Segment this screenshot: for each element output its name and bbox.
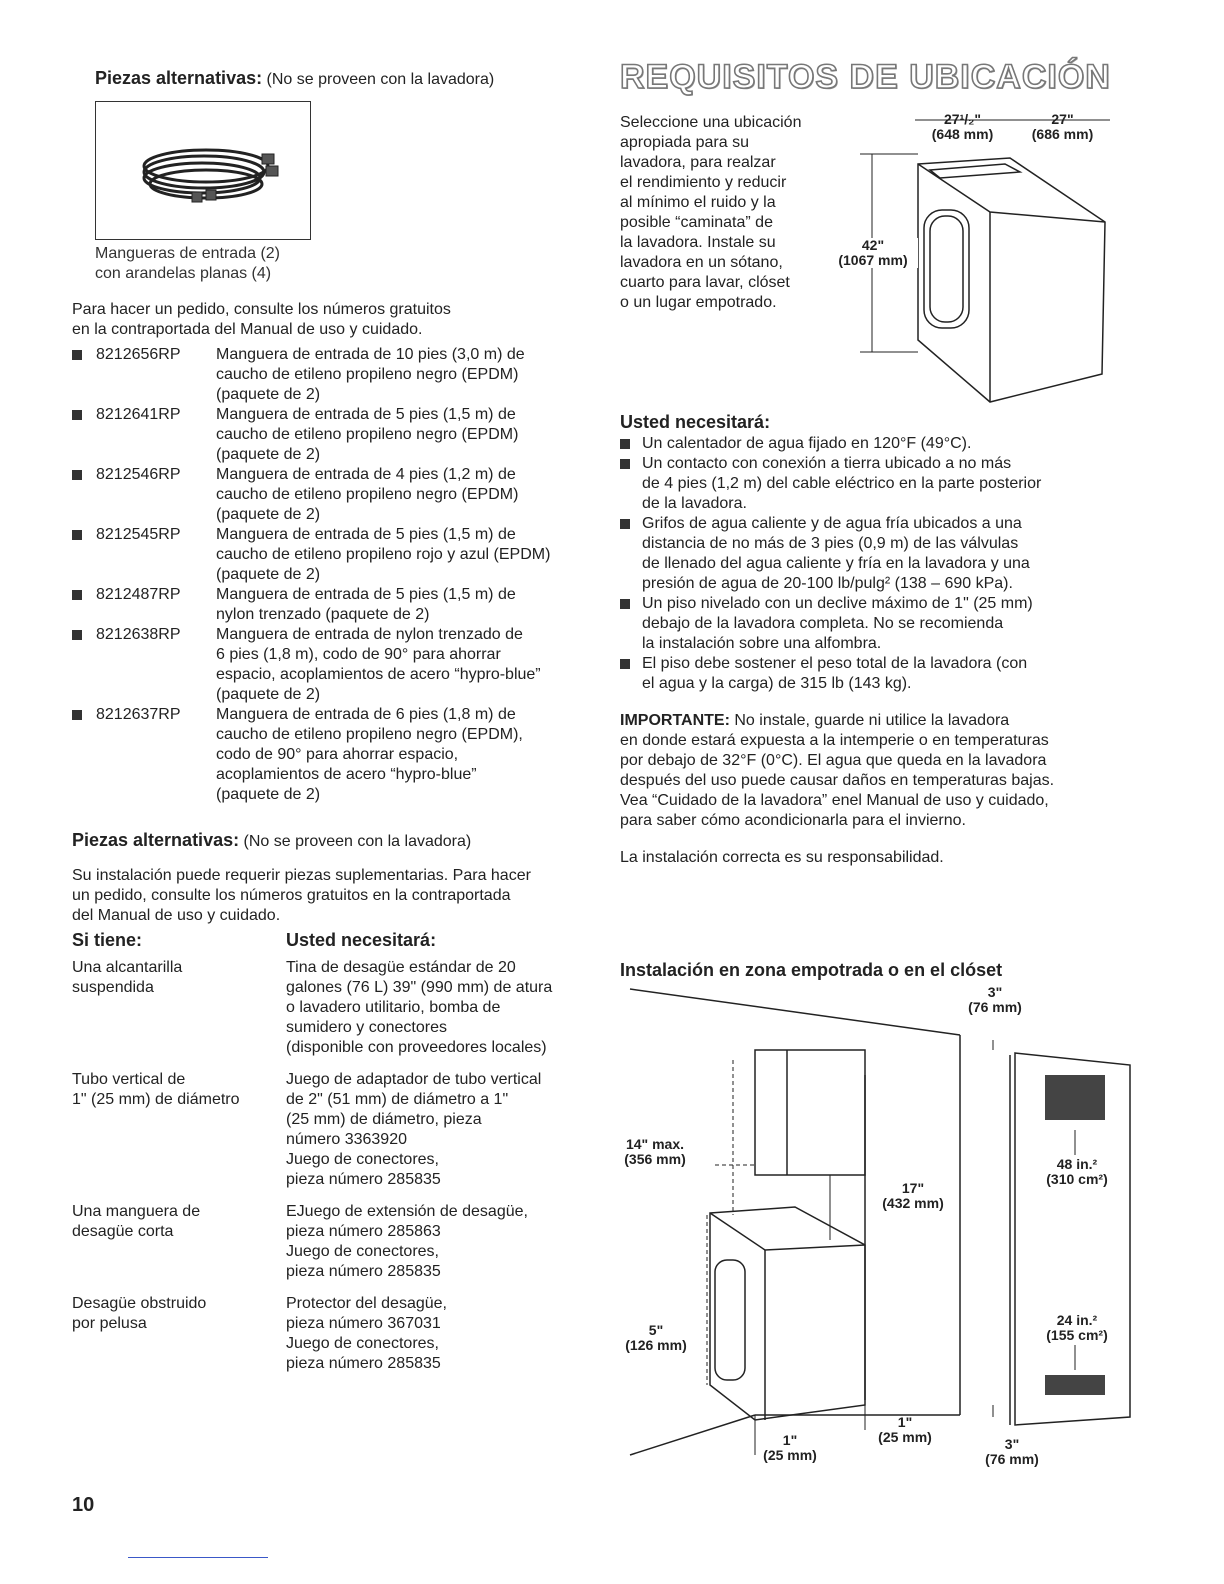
order-intro-line: en la contraportada del Manual de uso y cuidado. bbox=[72, 321, 423, 338]
dim-bottom-gap bbox=[977, 1437, 1047, 1467]
part-row bbox=[72, 525, 596, 585]
part-number: 8212545RP bbox=[96, 526, 181, 543]
part-description bbox=[216, 585, 596, 625]
need-item-line: distancia de no más de 3 pies (0,9 m) de las válvulas bbox=[642, 535, 1019, 552]
need-item-line: el agua y la carga) de 315 lb (143 kg). bbox=[642, 675, 912, 692]
bullet-icon bbox=[620, 459, 630, 469]
dim-value: 1" bbox=[782, 1432, 798, 1448]
part-description-line: (paquete de 2) bbox=[216, 686, 321, 703]
table-cell-need bbox=[286, 1202, 586, 1282]
bullet-icon bbox=[620, 519, 630, 529]
dim-value: 3" bbox=[987, 984, 1003, 1000]
table-cell-line: EJuego de extensión de desagüe, bbox=[286, 1203, 528, 1220]
table-cell-line: Desagüe obstruido bbox=[72, 1295, 207, 1312]
need-item-line: Un contacto con conexión a tierra ubicado a no más bbox=[642, 455, 1012, 472]
need-item bbox=[620, 594, 1120, 654]
parts-list bbox=[72, 345, 596, 805]
bullet-icon bbox=[72, 410, 82, 420]
important-line: en donde estará expuesta a la intemperie o en temperaturas bbox=[620, 732, 1049, 749]
extra-intro bbox=[72, 866, 531, 926]
table-cell-line: pieza número 285835 bbox=[286, 1355, 441, 1372]
extra-intro-line: del Manual de uso y cuidado. bbox=[72, 907, 281, 924]
dim-cabinet-gap bbox=[873, 1181, 953, 1211]
dim-cabinet-max bbox=[615, 1137, 695, 1167]
important-line: Vea “Cuidado de la lavadora” enel Manual de uso y cuidado, bbox=[620, 792, 1049, 809]
dim-value: 27¹/₂" bbox=[944, 111, 981, 127]
table-cell-line: número 3363920 bbox=[286, 1131, 407, 1148]
part-description-line: caucho de etileno propileno negro (EPDM) bbox=[216, 366, 519, 383]
table-cell-line: suspendida bbox=[72, 979, 154, 996]
table-row bbox=[72, 1202, 586, 1282]
dim-value: 27" bbox=[1051, 111, 1074, 127]
hose-caption bbox=[95, 244, 280, 284]
need-item-text bbox=[642, 594, 1033, 654]
part-description-line: Manguera de entrada de 6 pies (1,8 m) de bbox=[216, 706, 516, 723]
dim-metric: (432 mm) bbox=[882, 1195, 944, 1211]
dim-height bbox=[828, 238, 918, 268]
hose-image bbox=[95, 101, 311, 240]
part-row bbox=[72, 585, 596, 625]
dim-value: 3" bbox=[1004, 1436, 1020, 1452]
table-cell-line: o lavadero utilitario, bomba de bbox=[286, 999, 501, 1016]
table-cell-line: desagüe corta bbox=[72, 1223, 174, 1240]
page-title: REQUISITOS DE UBICACIÓN bbox=[620, 58, 1111, 96]
part-row bbox=[72, 705, 596, 805]
part-description-line: Manguera de entrada de 5 pies (1,5 m) de bbox=[216, 406, 516, 423]
part-description-line: Manguera de entrada de 5 pies (1,5 m) de bbox=[216, 526, 516, 543]
part-description-line: caucho de etileno propileno negro (EPDM), bbox=[216, 726, 523, 743]
part-description-line: (paquete de 2) bbox=[216, 566, 321, 583]
table-cell-line: pieza número 285863 bbox=[286, 1223, 441, 1240]
dim-depth bbox=[1015, 112, 1110, 142]
part-row bbox=[72, 405, 596, 465]
table-row bbox=[72, 1070, 586, 1190]
alt-parts-heading-1 bbox=[95, 68, 494, 89]
extra-intro-line: un pedido, consulte los números gratuitos en la contraportada bbox=[72, 887, 511, 904]
part-number: 8212637RP bbox=[96, 706, 181, 723]
part-description-line: (paquete de 2) bbox=[216, 386, 321, 403]
need-item bbox=[620, 654, 1120, 694]
need-item bbox=[620, 454, 1120, 514]
part-description-line: Manguera de entrada de 10 pies (3,0 m) de bbox=[216, 346, 525, 363]
intro-line: la lavadora. Instale su bbox=[620, 234, 776, 251]
dim-value: 17" bbox=[901, 1180, 925, 1196]
bullet-icon bbox=[72, 350, 82, 360]
part-description-line: Manguera de entrada de nylon trenzado de bbox=[216, 626, 523, 643]
intro-line: lavadora en un sótano, bbox=[620, 254, 783, 271]
table-cell-line: de 2" (51 mm) de diámetro a 1" bbox=[286, 1091, 509, 1108]
dim-width bbox=[915, 112, 1010, 142]
important-line: No instale, guarde ni utilice la lavadora bbox=[734, 712, 1010, 729]
intro-line: cuarto para lavar, clóset bbox=[620, 274, 790, 291]
need-item-text bbox=[642, 654, 1027, 694]
table-cell-need bbox=[286, 1294, 586, 1374]
intro-line: el rendimiento y reducir bbox=[620, 174, 787, 191]
table-cell-have bbox=[72, 958, 286, 1058]
part-number: 8212641RP bbox=[96, 406, 181, 423]
dim-bottom-right bbox=[870, 1415, 940, 1445]
table-cell-line: (disponible con proveedores locales) bbox=[286, 1039, 547, 1056]
order-intro bbox=[72, 300, 451, 340]
bullet-icon bbox=[620, 439, 630, 449]
page-number: 10 bbox=[72, 1494, 95, 1516]
part-description-line: Manguera de entrada de 4 pies (1,2 m) de bbox=[216, 466, 516, 483]
dim-metric: (25 mm) bbox=[763, 1447, 817, 1463]
closet-heading: Instalación en zona empotrada o en el clóset bbox=[620, 960, 1003, 980]
bullet-icon bbox=[620, 599, 630, 609]
need-item-line: Un calentador de agua fijado en 120°F (49°C). bbox=[642, 435, 972, 452]
table-cell-line: Juego de conectores, bbox=[286, 1335, 439, 1352]
dim-bottom-left bbox=[755, 1433, 825, 1463]
need-item-text bbox=[642, 454, 1041, 514]
bullet-icon bbox=[72, 470, 82, 480]
alt-parts-title: Piezas alternativas: bbox=[72, 830, 240, 850]
part-description bbox=[216, 405, 596, 465]
part-description bbox=[216, 705, 596, 805]
part-description-line: Manguera de entrada de 5 pies (1,5 m) de bbox=[216, 586, 516, 603]
alt-parts-title: Piezas alternativas: bbox=[95, 68, 263, 88]
need-item-line: de llenado del agua caliente y fría en la lavadora y una bbox=[642, 555, 1030, 572]
caption-line: con arandelas planas (4) bbox=[95, 265, 272, 282]
responsibility: La instalación correcta es su responsabilidad. bbox=[620, 849, 944, 866]
dim-value: 24 in.² bbox=[1056, 1312, 1098, 1328]
table-cell-have bbox=[72, 1070, 286, 1190]
important-note bbox=[620, 711, 1120, 831]
part-number: 8212656RP bbox=[96, 346, 181, 363]
need-item bbox=[620, 434, 1120, 454]
table-cell-line: Juego de adaptador de tubo vertical bbox=[286, 1071, 542, 1088]
part-description-line: (paquete de 2) bbox=[216, 786, 321, 803]
bullet-icon bbox=[72, 530, 82, 540]
part-description-line: espacio, acoplamientos de acero “hypro-blue” bbox=[216, 666, 541, 683]
part-description-line: acoplamientos de acero “hypro-blue” bbox=[216, 766, 477, 783]
dim-metric: (76 mm) bbox=[985, 1451, 1039, 1467]
table-cell-line: Juego de conectores, bbox=[286, 1243, 439, 1260]
important-line: por debajo de 32°F (0°C). El agua que queda en la lavadora bbox=[620, 752, 1047, 769]
order-intro-line: Para hacer un pedido, consulte los números gratuitos bbox=[72, 301, 451, 318]
need-item-line: debajo de la lavadora completa. No se recomienda bbox=[642, 615, 1004, 632]
part-description-line: 6 pies (1,8 m), codo de 90° para ahorrar bbox=[216, 646, 501, 663]
table-cell-line: Una manguera de bbox=[72, 1203, 201, 1220]
part-description-line: (paquete de 2) bbox=[216, 446, 321, 463]
need-item-line: de la lavadora. bbox=[642, 495, 747, 512]
dim-vent-top bbox=[1037, 1157, 1117, 1187]
need-item-line: El piso debe sostener el peso total de la lavadora (con bbox=[642, 655, 1028, 672]
part-description bbox=[216, 525, 596, 585]
table-cell-line: 1" (25 mm) de diámetro bbox=[72, 1091, 240, 1108]
dim-metric: (310 cm²) bbox=[1046, 1171, 1108, 1187]
part-description-line: caucho de etileno propileno negro (EPDM) bbox=[216, 426, 519, 443]
table-row bbox=[72, 958, 586, 1058]
table-cell-line: galones (76 L) 39" (990 mm) de atura bbox=[286, 979, 553, 996]
table-cell-line: Tina de desagüe estándar de 20 bbox=[286, 959, 516, 976]
part-row bbox=[72, 345, 596, 405]
part-description-line: codo de 90° para ahorrar espacio, bbox=[216, 746, 459, 763]
location-intro bbox=[620, 113, 801, 313]
table-cell-line: por pelusa bbox=[72, 1315, 147, 1332]
alt-parts-note: (No se proveen con la lavadora) bbox=[266, 71, 495, 88]
need-item bbox=[620, 514, 1120, 594]
bullet-icon bbox=[620, 659, 630, 669]
alt-parts-note: (No se proveen con la lavadora) bbox=[243, 833, 472, 850]
important-line: para saber cómo acondicionarla para el invierno. bbox=[620, 812, 966, 829]
part-number: 8212638RP bbox=[96, 626, 181, 643]
part-description bbox=[216, 625, 596, 705]
bullet-icon bbox=[72, 710, 82, 720]
col-need-header: Usted necesitará: bbox=[286, 930, 437, 950]
dim-metric: (155 cm²) bbox=[1046, 1327, 1108, 1343]
dim-value: 42" bbox=[861, 237, 885, 253]
washer-dimension-diagram bbox=[820, 112, 1120, 412]
need-item-text bbox=[642, 434, 971, 454]
inlet-hose-icon bbox=[96, 102, 310, 239]
dim-metric: (648 mm) bbox=[931, 126, 994, 142]
table-cell-line: pieza número 285835 bbox=[286, 1263, 441, 1280]
caption-line: Mangueras de entrada (2) bbox=[95, 245, 280, 262]
table-cell-have bbox=[72, 1202, 286, 1282]
table-cell-line: Protector del desagüe, bbox=[286, 1295, 447, 1312]
dim-metric: (686 mm) bbox=[1031, 126, 1094, 142]
dim-vent-bottom bbox=[1037, 1313, 1117, 1343]
table-cell-line: pieza número 285835 bbox=[286, 1171, 441, 1188]
table-cell-line: Juego de conectores, bbox=[286, 1151, 439, 1168]
dim-top-gap bbox=[955, 985, 1035, 1015]
important-line: después del uso puede causar daños en temperaturas bajas. bbox=[620, 772, 1055, 789]
dim-metric: (25 mm) bbox=[878, 1429, 932, 1445]
intro-line: lavadora, para realzar bbox=[620, 154, 776, 171]
closet-diagram bbox=[615, 985, 1145, 1485]
part-description-line: caucho de etileno propileno negro (EPDM) bbox=[216, 486, 519, 503]
table-cell-line: pieza número 367031 bbox=[286, 1315, 441, 1332]
need-item-line: Un piso nivelado con un declive máximo de 1" (25 mm) bbox=[642, 595, 1033, 612]
bullet-icon bbox=[72, 590, 82, 600]
dim-side-gap bbox=[615, 1323, 697, 1353]
table-cell-need bbox=[286, 958, 586, 1058]
need-item-line: Grifos de agua caliente y de agua fría ubicados a una bbox=[642, 515, 1022, 532]
dim-value: 48 in.² bbox=[1056, 1156, 1098, 1172]
part-description-line: caucho de etileno propileno rojo y azul (EPDM) bbox=[216, 546, 551, 563]
table-row bbox=[72, 1294, 586, 1374]
intro-line: posible “caminata” de bbox=[620, 214, 773, 231]
table-cell-line: Tubo vertical de bbox=[72, 1071, 186, 1088]
washer-outline-icon bbox=[918, 158, 1105, 402]
dim-metric: (126 mm) bbox=[625, 1337, 687, 1353]
part-number: 8212487RP bbox=[96, 586, 181, 603]
table-cell-line: (25 mm) de diámetro, pieza bbox=[286, 1111, 482, 1128]
intro-line: o un lugar empotrado. bbox=[620, 294, 777, 311]
table-header bbox=[72, 930, 436, 951]
alt-parts-heading-2 bbox=[72, 830, 471, 851]
table-cell-have bbox=[72, 1294, 286, 1374]
table-cell-line: Una alcantarilla bbox=[72, 959, 183, 976]
part-number: 8212546RP bbox=[96, 466, 181, 483]
intro-line: al mínimo el ruido y la bbox=[620, 194, 776, 211]
need-item-line: de 4 pies (1,2 m) del cable eléctrico en la parte posterior bbox=[642, 475, 1042, 492]
need-heading: Usted necesitará: bbox=[620, 412, 771, 432]
part-description bbox=[216, 345, 596, 405]
need-item-line: presión de agua de 20-100 lb/pulg² (138 – 690 kPa). bbox=[642, 575, 1013, 592]
dim-value: 5" bbox=[648, 1322, 664, 1338]
extra-intro-line: Su instalación puede requerir piezas suplementarias. Para hacer bbox=[72, 867, 531, 884]
need-list bbox=[620, 434, 1120, 694]
need-item-line: la instalación sobre una alfombra. bbox=[642, 635, 882, 652]
part-row bbox=[72, 465, 596, 525]
need-item-text bbox=[642, 514, 1030, 594]
table-cell-need bbox=[286, 1070, 586, 1190]
table-cell-line: sumidero y conectores bbox=[286, 1019, 447, 1036]
important-label: IMPORTANTE: bbox=[620, 712, 730, 729]
col-have-header: Si tiene: bbox=[72, 930, 143, 950]
part-description-line: nylon trenzado (paquete de 2) bbox=[216, 606, 430, 623]
parts-table bbox=[72, 958, 586, 1386]
dim-metric: (1067 mm) bbox=[838, 252, 908, 268]
bullet-icon bbox=[72, 630, 82, 640]
part-description bbox=[216, 465, 596, 525]
dim-metric: (76 mm) bbox=[968, 999, 1022, 1015]
dim-metric: (356 mm) bbox=[624, 1151, 686, 1167]
footer-rule bbox=[128, 1557, 268, 1558]
dim-value: 1" bbox=[897, 1414, 913, 1430]
part-row bbox=[72, 625, 596, 705]
dim-value: 14" max. bbox=[625, 1136, 684, 1152]
intro-line: apropiada para su bbox=[620, 134, 749, 151]
intro-line: Seleccione una ubicación bbox=[620, 114, 802, 131]
part-description-line: (paquete de 2) bbox=[216, 506, 321, 523]
